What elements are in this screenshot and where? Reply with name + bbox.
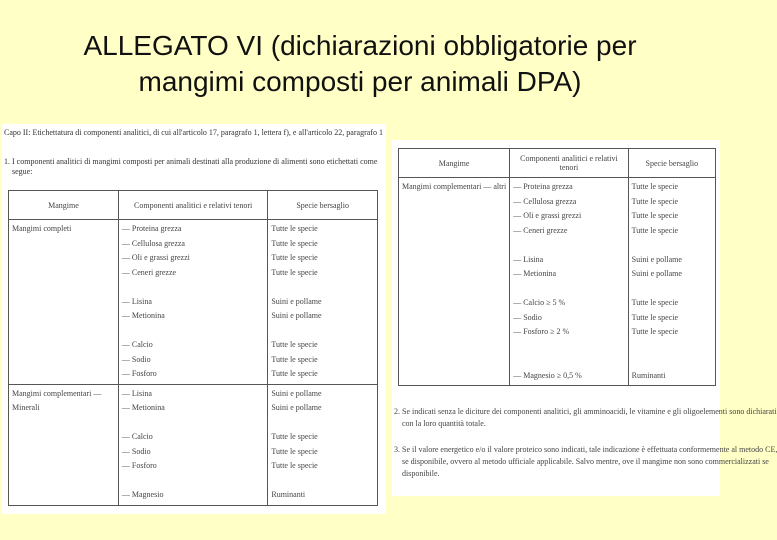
species-cell [268, 220, 378, 385]
species-item: Tutte le specie [631, 327, 679, 336]
table-header-row [399, 149, 716, 178]
component-item: — Fosforo [121, 369, 157, 378]
component-item: — Oli e grassi grezzi [121, 253, 190, 262]
component-item: — Sodio [121, 446, 151, 456]
species-item: Tutte le specie [271, 461, 318, 470]
table-header-row [9, 191, 378, 220]
feed-type-cell [9, 384, 119, 505]
footnote-2 [394, 406, 777, 430]
component-item: — Proteina grezza [121, 224, 182, 233]
footnote-3-line-1: 3. Se il valore energetico e/o il valore proteico sono indicati, tale indicazione è effettuata conformemente al metodo CE, [394, 445, 777, 454]
component-item: — Metionina [121, 311, 165, 320]
intro-text-line-1: 1. I componenti analitici di mangimi composti per animali destinati alla produzione di alimenti sono etichettati come [4, 157, 378, 166]
component-item: — Sodio [121, 354, 151, 364]
slide-title-line-2: mangimi composti per animali DPA) [138, 66, 582, 97]
feed-type-label-continued: Minerali [12, 403, 40, 412]
footnote-3-line-3: disponibile. [402, 469, 440, 478]
species-item: Suini e pollame [271, 296, 322, 306]
left-document-scan [2, 124, 386, 514]
species-item: Tutte le specie [271, 369, 318, 378]
component-item: — Cellulosa grezza [513, 196, 577, 206]
feed-type-label: Mangimi complementari — [12, 388, 102, 398]
components-cell [118, 384, 267, 505]
component-item: — Lisina [513, 254, 544, 264]
species-cell [268, 384, 378, 505]
component-item: — Lisina [121, 388, 152, 398]
species-item: Suini e pollame [271, 403, 322, 412]
component-item: — Oli e grassi grezzi [513, 211, 582, 220]
feed-type-label: Mangimi complementari — altri [402, 182, 507, 191]
component-item: — Sodio [513, 312, 542, 322]
species-item: Tutte le specie [271, 340, 318, 349]
table-section-row [9, 384, 378, 505]
column-header: Componenti analitici e relativi tenori [510, 149, 628, 178]
species-item: Tutte le specie [631, 225, 679, 235]
species-item: Suini e pollame [631, 269, 682, 278]
column-header: Specie bersaglio [628, 149, 715, 178]
component-item: — Lisina [121, 296, 152, 306]
species-item: Tutte le specie [271, 267, 318, 277]
species-cell [628, 178, 715, 386]
species-item: Tutte le specie [271, 432, 318, 441]
footnote-2-line-2: con la loro quantità totale. [402, 419, 486, 428]
footnote-3-line-2: se disponibile, ovvero al metodo ufficiale applicabile. Salvo mentre, ove il mangime non sono commercializzati se [402, 457, 769, 466]
component-item: — Fosforo [121, 461, 157, 470]
species-item: Ruminanti [271, 490, 306, 499]
component-item: — Metionina [121, 403, 165, 412]
feed-type-label: Mangimi completi [12, 224, 72, 233]
column-header: Componenti analitici e relativi tenori [118, 191, 267, 220]
component-item: — Proteina grezza [513, 182, 573, 191]
component-item: — Ceneri grezze [513, 225, 568, 235]
right-document-scan [392, 140, 777, 496]
species-item: Tutte le specie [631, 312, 679, 322]
component-item: — Magnesio [121, 490, 164, 499]
component-item: — Fosforo ≥ 2 % [513, 327, 570, 336]
table-section-row [399, 178, 716, 386]
species-item: Tutte le specie [271, 238, 318, 248]
species-item: Tutte le specie [631, 298, 679, 307]
component-item: — Metionina [513, 269, 557, 278]
footnote-2-line-1: 2. Se indicati senza le diciture dei componenti analitici, gli amminoacidi, le vitamine e gli oligoelementi sono dichiarati [394, 407, 777, 416]
component-item: — Calcio [121, 340, 153, 349]
species-item: Ruminanti [631, 370, 666, 380]
components-cell [510, 178, 628, 386]
intro-text-line-2: segue: [12, 167, 33, 176]
species-item: Tutte le specie [631, 211, 679, 220]
component-item: — Calcio ≥ 5 % [513, 298, 566, 307]
species-item: Suini e pollame [271, 311, 322, 320]
column-header: Mangime [9, 191, 119, 220]
species-item: Tutte le specie [271, 224, 318, 233]
feed-type-cell [399, 178, 510, 386]
table-section-row [9, 220, 378, 385]
component-item: — Cellulosa grezza [121, 238, 185, 248]
footnote-3 [394, 444, 777, 480]
component-item: — Magnesio ≥ 0,5 % [513, 370, 582, 380]
column-header: Mangime [399, 149, 510, 178]
component-item: — Calcio [121, 432, 153, 441]
species-item: Tutte le specie [271, 446, 318, 456]
species-item: Suini e pollame [271, 388, 322, 398]
left-feed-table [8, 190, 378, 506]
column-header: Specie bersaglio [268, 191, 378, 220]
component-item: — Ceneri grezze [121, 267, 177, 277]
feed-type-cell [9, 220, 119, 385]
species-item: Tutte le specie [631, 182, 679, 191]
slide-title-line-1: ALLEGATO VI (dichiarazioni obbligatorie per [83, 30, 637, 61]
species-item: Tutte le specie [631, 196, 679, 206]
right-feed-table [398, 148, 716, 386]
slide-title [0, 28, 720, 100]
chapter-heading: Capo II: Etichettatura di componenti analitici, di cui all'articolo 17, paragrafo 1, lettera f), e all'articolo 22, paragrafo 1 [4, 128, 383, 137]
components-cell [118, 220, 267, 385]
species-item: Tutte le specie [271, 354, 318, 364]
species-item: Suini e pollame [631, 254, 682, 264]
species-item: Tutte le specie [271, 253, 318, 262]
